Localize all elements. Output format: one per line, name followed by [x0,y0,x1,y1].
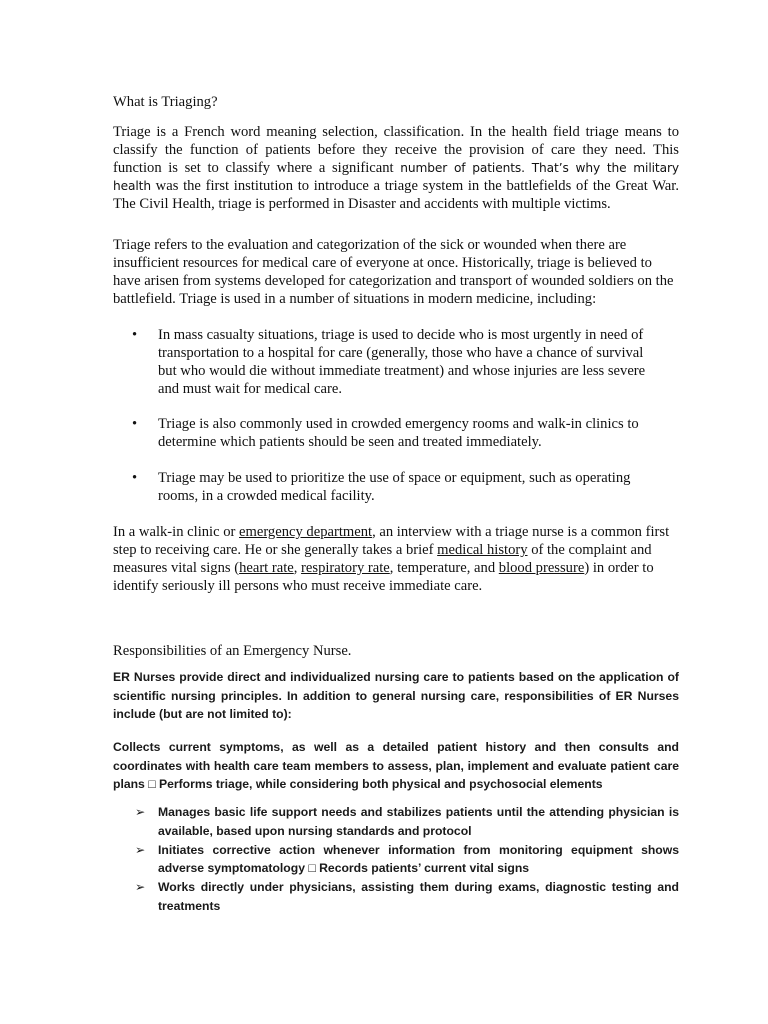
link-respiratory-rate[interactable]: respiratory rate [301,560,390,576]
arrow-bullet-icon: ➢ [135,842,146,857]
list-item [113,469,648,505]
bullet-text: Triage may be used to prioritize the use of space or equipment, such as operating rooms, in a crowded medical facility. [158,470,631,504]
bullet-list-2 [113,415,679,451]
para1-part3: was the first institution to introduce a triage system in the battlefields of the Great War. The Civil Health, triage is performed in Disaster and accidents with multiple victims. [113,178,679,212]
heading-what-is-triaging: What is Triaging? [113,94,218,110]
text-span: , [293,560,302,576]
paragraph-triage-definition [113,123,679,213]
paragraph-er-nurses: ER Nurses provide direct and individualized nursing care to patients based on the application of scientific nursing principles. In addition to general nursing care, responsibilities of ER Nurses include (but are not limited to): [113,670,679,721]
bullet-icon: • [132,327,138,343]
list-item [113,415,648,451]
heading-responsibilities: Responsibilities of an Emergency Nurse. [113,643,352,659]
bullet-list-3 [113,469,679,505]
link-emergency-department[interactable]: emergency department [239,524,373,540]
text-span: In a walk-in clinic or [113,524,240,540]
arrow-bullet-icon: ➢ [135,880,146,894]
para1-part2: number of patients. That’s why the military health [113,161,679,193]
bullet-list-1 [113,326,679,398]
paragraph-triage-evaluation: Triage refers to the evaluation and categorization of the sick or wounded when there are insufficient resources for medical care of everyone at once. Historically, triage is believed to have arisen from systems developed for categorization and transport of wounded soldiers on the battlefield. Triage is used in a number of situations in modern medicine, including: [113,237,674,307]
paragraph-collects-symptoms: Collects current symptoms, as well as a detailed patient history and then consults and coordinates with health care team members to assess, plan, implement and evaluate patient care plans □ Performs triage, while considering both physical and psychosocial elements [113,740,679,791]
bullet-text: Triage is also commonly used in crowded emergency rooms and walk-in clinics to determine which patients should be seen and treated immediately. [158,416,639,450]
arrow-list [113,803,679,916]
paragraph-walk-in-clinic [113,523,679,595]
bullet-text: In mass casualty situations, triage is used to decide who is most urgently in need of transportation to a hospital for care (generally, those who have a chance of survival but who would die without immediate treatment) and whose injuries are less severe and must wait for medical care. [158,327,646,397]
list-item [113,326,648,398]
link-heart-rate[interactable]: heart rate [239,560,294,576]
arrow-item-text: Manages basic life support needs and stabilizes patients until the attending physician is available, based upon nursing standards and protocol [158,805,679,838]
arrow-bullet-icon: ➢ [135,805,146,819]
link-blood-pressure[interactable]: blood pressure [498,560,585,576]
list-item [113,803,679,840]
bullet-icon: • [132,416,138,432]
list-item [113,841,679,878]
arrow-item-text: Works directly under physicians, assisting them during exams, diagnostic testing and treatments [158,880,679,913]
text-span: of the complaint and measures vital signs ( [113,542,652,576]
text-span: , an interview with a triage nurse is a common first step to receiving care. He or she generally takes a brief [113,524,670,558]
link-medical-history[interactable]: medical history [437,542,528,558]
text-span: , temperature, and [389,560,499,576]
bullet-icon: • [132,470,138,486]
arrow-item-text: Initiates corrective action whenever information from monitoring equipment shows adverse symptomatology □ Records patients’ current vital signs [158,842,679,875]
text-span: ) in order to identify seriously ill persons who must receive immediate care. [113,560,654,594]
para1-part1: Triage is a French word meaning selection, classification. In the health field triage means to classify the function of patients before they receive the provision of care they need. This function is set to classify where a significant [113,124,679,176]
list-item [113,878,679,915]
